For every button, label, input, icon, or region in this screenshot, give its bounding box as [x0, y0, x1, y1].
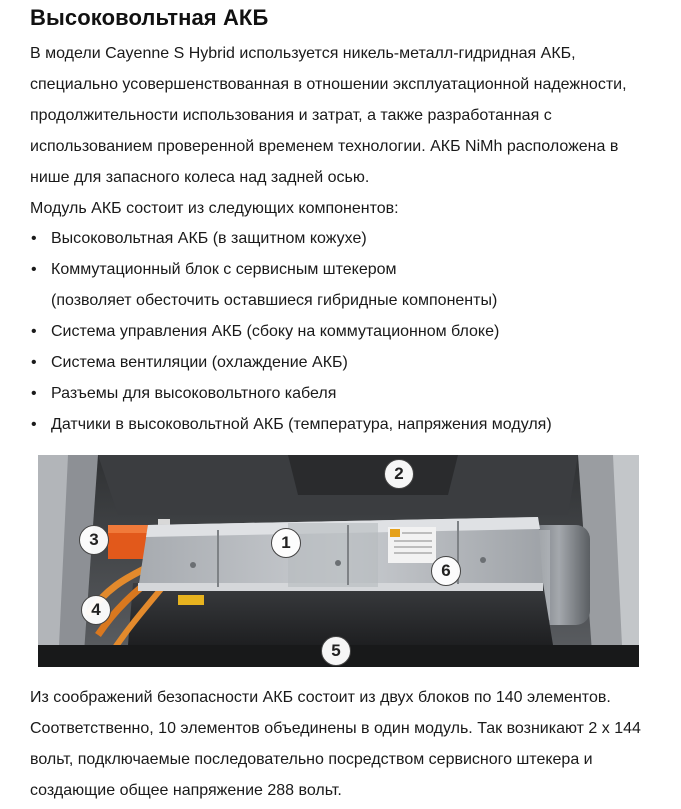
bullet-icon: • — [31, 354, 37, 371]
callout-marker: 2 — [384, 459, 414, 489]
outro-paragraph — [30, 682, 670, 806]
callout-marker: 6 — [431, 556, 461, 586]
components-list — [30, 223, 670, 440]
bullet-icon: • — [31, 385, 37, 402]
list-item — [30, 347, 670, 378]
callout-marker: 1 — [271, 528, 301, 558]
list-item — [30, 409, 670, 440]
intro-line: использованием проверенной временем технологии. АКБ NiMh расположена в — [30, 138, 619, 155]
list-item-text: Система управления АКБ (сбоку на коммутационном блоке) — [51, 323, 500, 340]
outro-line: вольт, подключаемые последовательно посредством сервисного штекера и — [30, 751, 593, 768]
outro-line: Соответственно, 10 элементов объединены в один модуль. Так возникают 2 x 144 — [30, 720, 641, 737]
list-item — [30, 378, 670, 409]
intro-line: В модели Cayenne S Hybrid используется никель-металл-гидридная АКБ, — [30, 45, 576, 62]
intro-paragraph — [30, 38, 670, 224]
intro-line: продолжительности использования и затрат, а также разработанная с — [30, 107, 552, 124]
battery-photo-illustration — [38, 455, 639, 667]
module-intro: Модуль АКБ состоит из следующих компонентов: — [30, 200, 399, 217]
bullet-icon: • — [31, 416, 37, 433]
intro-line: специально усовершенствованная в отношении эксплуатационной надежности, — [30, 76, 627, 93]
bullet-icon: • — [31, 230, 37, 247]
list-item-continuation: (позволяет обесточить оставшиеся гибридные компоненты) — [51, 292, 498, 309]
list-item-text: Высоковольтная АКБ (в защитном кожухе) — [51, 230, 367, 247]
outro-line: создающие общее напряжение 288 вольт. — [30, 782, 342, 799]
list-item — [30, 254, 670, 316]
outro-line: Из соображений безопасности АКБ состоит из двух блоков по 140 элементов. — [30, 689, 611, 706]
intro-line: нише для запасного колеса над задней осью. — [30, 169, 370, 186]
bullet-icon: • — [31, 261, 37, 278]
list-item — [30, 316, 670, 347]
bullet-icon: • — [31, 323, 37, 340]
list-item-text: Система вентиляции (охлаждение АКБ) — [51, 354, 348, 371]
list-item — [30, 223, 670, 254]
battery-photo — [38, 455, 639, 667]
callout-marker: 4 — [81, 595, 111, 625]
list-item-text: Коммутационный блок с сервисным штекером — [51, 261, 397, 278]
section-heading: Высоковольтная АКБ — [30, 5, 269, 30]
callout-marker: 3 — [79, 525, 109, 555]
callout-marker: 5 — [321, 636, 351, 666]
list-item-text: Разъемы для высоковольтного кабеля — [51, 385, 337, 402]
list-item-text: Датчики в высоковольтной АКБ (температура, напряжения модуля) — [51, 416, 552, 433]
